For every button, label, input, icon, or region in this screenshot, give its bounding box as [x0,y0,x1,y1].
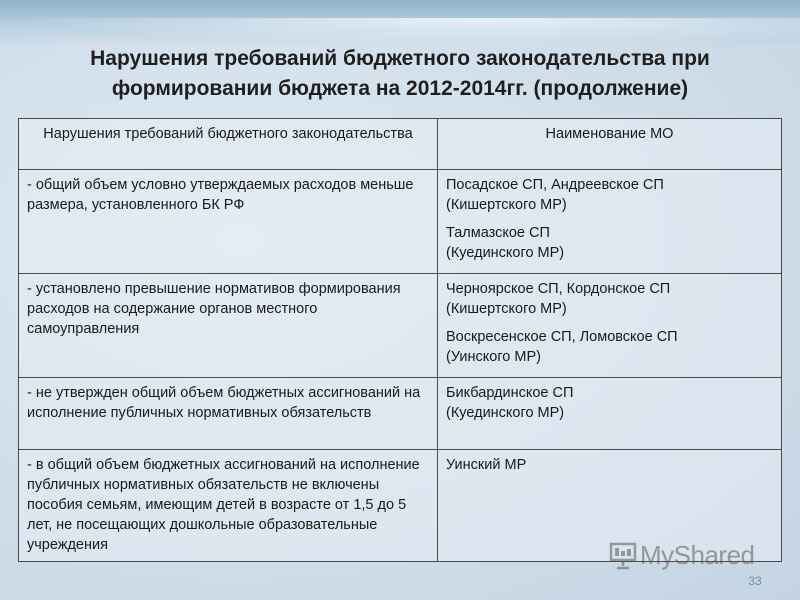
header-wave-decoration [0,0,800,46]
mo-district: (Куединского МР) [446,405,565,421]
mo-cell [438,170,782,274]
title-line-1: Нарушения требований бюджетного законодательства при [90,47,710,70]
myshared-watermark [608,538,768,572]
table-header-row [19,119,782,170]
mo-cell [438,378,782,450]
mo-name: Талмазское СП [446,225,550,241]
header-mo-name: Наименование МО [438,119,782,170]
mo-entry [446,223,773,263]
mo-entry [446,175,773,215]
mo-district: (Уинского МР) [446,349,541,365]
presentation-board-icon [608,540,638,570]
mo-name: Посадское СП, Андреевское СП [446,177,664,193]
mo-name: Черноярское СП, Кордонское СП [446,281,671,297]
mo-cell [438,274,782,378]
mo-name: Воскресенское СП, Ломовское СП [446,329,678,345]
mo-entry [446,279,773,319]
watermark-text: MyShared [640,539,755,570]
mo-name: Бикбардинское СП [446,385,574,401]
violation-cell: - установлено превышение нормативов формирования расходов на содержание органов местного самоуправления [19,274,438,378]
violations-table [18,118,782,562]
mo-entry [446,327,773,367]
mo-name: Уинский МР [446,457,527,473]
mo-district: (Куединского МР) [446,245,565,261]
page-title [40,44,760,104]
violation-cell: - в общий объем бюджетных ассигнований на исполнение публичных нормативных обязательств не включены пособия семьям, имеющим детей в возрасте от 1,5 до 5 лет, не посещающих дошкольные образовательные учреждения [19,450,438,562]
page-number: 33 [748,574,762,588]
table-row [19,274,782,378]
mo-entry [446,383,773,423]
header-violations: Нарушения требований бюджетного законодательства [19,119,438,170]
title-line-2: формировании бюджета на 2012-2014гг. (продолжение) [111,77,689,100]
mo-district: (Кишертского МР) [446,197,567,213]
table-row [19,378,782,450]
table-row [19,170,782,274]
mo-district: (Кишертского МР) [446,301,567,317]
mo-entry [446,455,773,475]
violation-cell: - общий объем условно утверждаемых расходов меньше размера, установленного БК РФ [19,170,438,274]
violation-cell: - не утвержден общий объем бюджетных ассигнований на исполнение публичных нормативных обязательств [19,378,438,450]
